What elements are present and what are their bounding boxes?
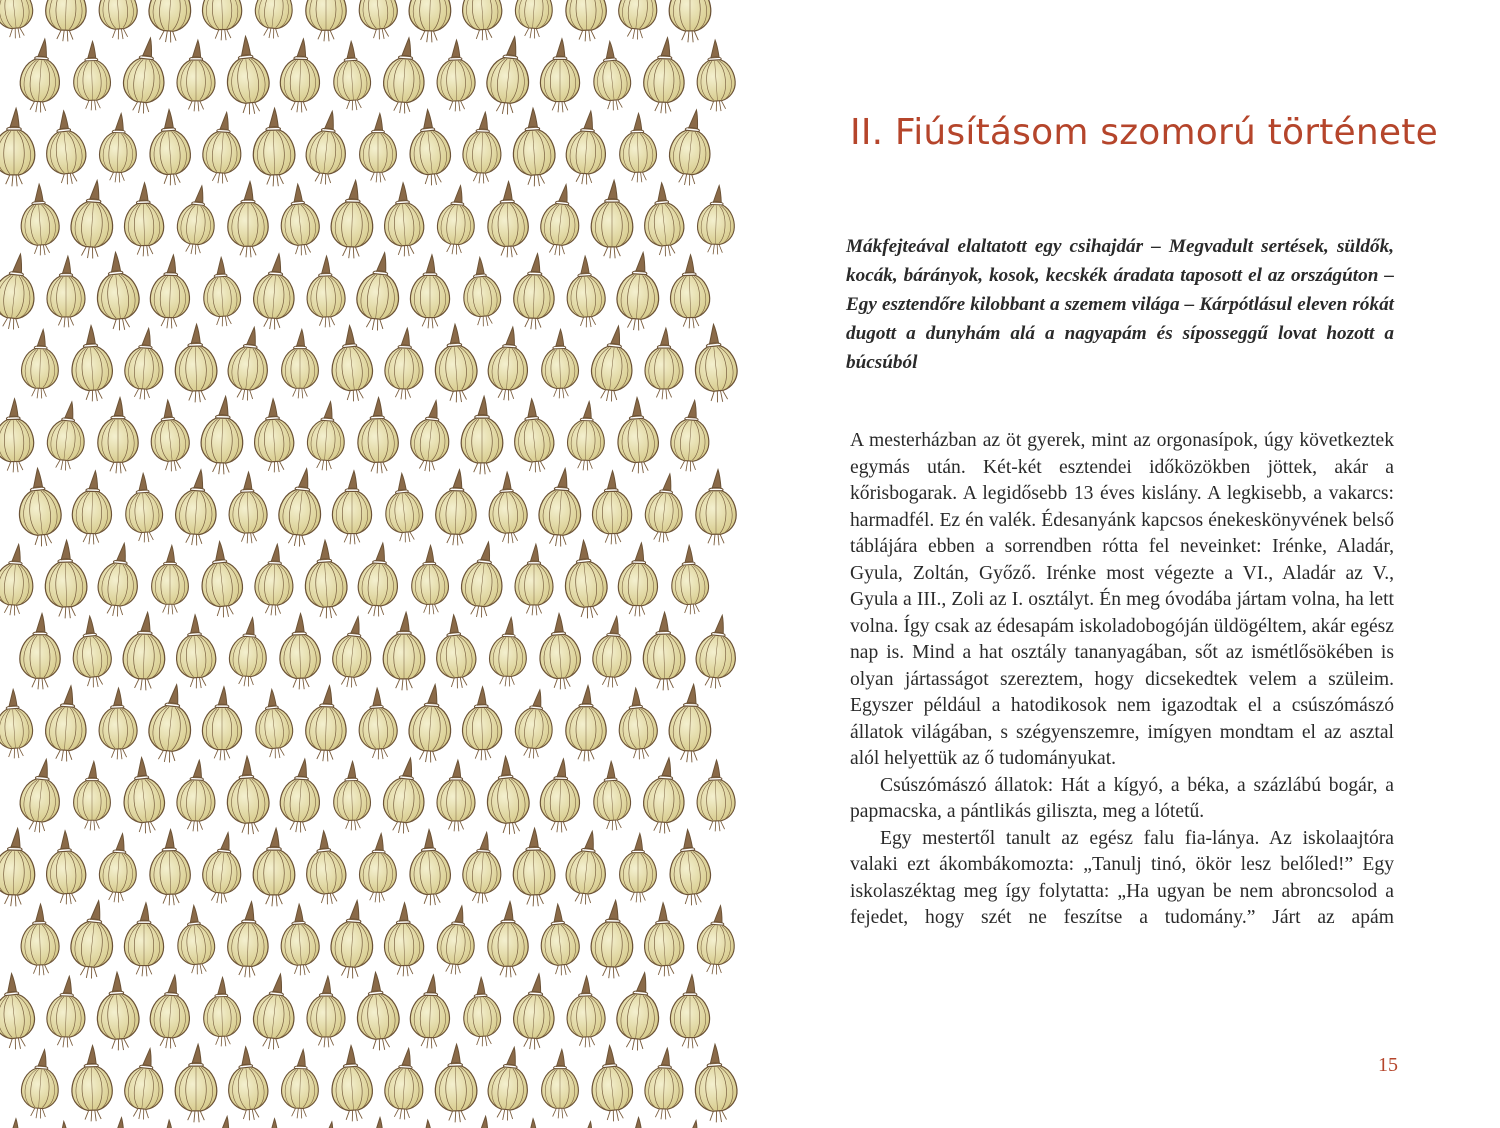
onion-bulb-icon bbox=[252, 398, 296, 474]
onion-bulb-icon bbox=[0, 0, 35, 40]
onion-bulb-icon bbox=[278, 903, 321, 977]
onion-bulb-icon bbox=[17, 757, 64, 834]
onion-bulb-icon bbox=[70, 1045, 113, 1122]
onion-bulb-icon bbox=[510, 397, 557, 474]
onion-bulb-icon bbox=[408, 398, 453, 473]
onion-bulb-icon bbox=[327, 324, 375, 404]
onion-bulb-icon bbox=[69, 614, 114, 689]
onion-bulb-icon bbox=[354, 250, 404, 332]
onion-bulb-icon bbox=[0, 108, 35, 186]
onion-bulb-icon bbox=[669, 399, 712, 473]
onion-bulb-icon bbox=[590, 900, 634, 979]
onion-bulb-icon bbox=[380, 756, 428, 836]
onion-bulb-icon bbox=[670, 975, 709, 1048]
onion-bulb-icon bbox=[588, 324, 636, 404]
onion-bulb-icon bbox=[669, 254, 711, 329]
onion-bulb-icon bbox=[174, 904, 218, 976]
onion-bulb-icon bbox=[200, 830, 245, 905]
onion-bulb-icon bbox=[147, 398, 192, 473]
onion-bulb-icon bbox=[252, 252, 298, 330]
onion-bulb-icon bbox=[152, 545, 189, 614]
onion-bulb-icon bbox=[147, 0, 194, 44]
onion-bulb-icon bbox=[485, 1045, 532, 1122]
onion-bulb-icon bbox=[356, 397, 399, 474]
onion-bulb-icon bbox=[665, 828, 713, 908]
onion-bulb-icon bbox=[0, 1119, 34, 1128]
onion-bulb-icon bbox=[643, 472, 687, 544]
onion-bulb-icon bbox=[514, 0, 556, 40]
onion-bulb-icon bbox=[512, 972, 558, 1050]
onion-bulb-icon bbox=[148, 1119, 191, 1128]
paragraph: Egy mestertől tanult az egész falu fia-lánya. Az iskolaajtóra valaki ezt ákombákomozta: „Tanulj tinó, ökör lesz belőled!” Egy iskolaszéktag meg így folytatta: „Ha ugyan be nem abroncsolod a fejedet, hogy szét ne feszítse a tudomány.” Járt az apám bbox=[850, 827, 1394, 928]
onion-bulb-icon bbox=[510, 107, 557, 188]
onion-bulb-icon bbox=[567, 401, 606, 471]
onion-bulb-icon bbox=[615, 251, 662, 332]
onion-bulb-icon bbox=[0, 252, 39, 332]
onion-bulb-icon bbox=[513, 253, 556, 330]
onion-bulb-icon bbox=[250, 972, 298, 1052]
onion-bulb-icon bbox=[44, 540, 88, 619]
onion-bulb-icon bbox=[306, 255, 346, 328]
onion-bulb-icon bbox=[98, 832, 140, 903]
onion-bulb-icon bbox=[98, 687, 138, 760]
onion-bulb-icon bbox=[0, 398, 35, 473]
onion-bulb-icon bbox=[696, 904, 738, 975]
onion-bulb-icon bbox=[225, 325, 272, 402]
onion-bulb-icon bbox=[223, 34, 273, 116]
onion-bulb-icon bbox=[614, 970, 664, 1052]
onion-bulb-icon bbox=[640, 181, 687, 258]
onion-bulb-icon bbox=[44, 830, 88, 906]
onion-bulb-icon bbox=[305, 1120, 349, 1128]
onion-bulb-icon bbox=[44, 684, 90, 762]
chapter-title: II. Fiúsításom szomorú története bbox=[850, 112, 1438, 153]
onion-bulb-icon bbox=[202, 977, 241, 1047]
onion-bulb-icon bbox=[306, 400, 348, 471]
onion-bulb-icon bbox=[148, 974, 192, 1050]
onion-bulb-icon bbox=[540, 329, 579, 399]
onion-bulb-icon bbox=[227, 901, 270, 978]
onion-bulb-icon bbox=[175, 1044, 217, 1122]
paragraph: A mesterházban az öt gyerek, mint az orgonasípok, úgy következtek egymás után. Két-két esztendei időközökben jöttek, akár a kőrisbogarak. A legidősebb 13 éves kislány. A legkisebb, a vakarcs: harmadfél. Ez én valék. Édesanyánk kapcsos énekeskönyvének belső táblájára ebben a sorrendben rótta fel neveinket: Irénke, Aladár, Gyula, Zoltán, Győző. Irénke most végezte a VI., Aladár az V., Gyula a III., Zoli az I. osztályt. Én meg óvodába jártam volna, ha lett volna. Így csak az édesapám iskoladobogóján üldögéltem, akár egész nap is. Mind a hat osztály tananyagában, sőt az ismétlősökében is olyan jártasságot szereztem, hogy dicsekedtek velem a szüleim. Egyszer például a hatodikosok nem igazodtak el a csúszómászó állatok világában, s szégyenszemre, imígyen mondtam el az asztal alól helyettük az ő tudományukat. bbox=[850, 430, 1394, 769]
onion-bulb-icon bbox=[20, 614, 60, 690]
onion-bulb-icon bbox=[356, 687, 399, 761]
onion-bulb-icon bbox=[94, 971, 141, 1052]
onion-bulb-icon bbox=[405, 108, 453, 188]
onion-bulb-icon bbox=[254, 543, 294, 616]
onion-bulb-icon bbox=[566, 975, 606, 1048]
right-page-text bbox=[750, 0, 1500, 1128]
onion-bulb-icon bbox=[332, 471, 371, 545]
onion-bulb-icon bbox=[563, 829, 610, 906]
onion-bulb-icon bbox=[696, 470, 736, 546]
onion-bulb-icon bbox=[432, 323, 479, 404]
onion-bulb-icon bbox=[512, 1118, 556, 1128]
onion-bulb-icon bbox=[617, 542, 659, 617]
onion-bulb-icon bbox=[0, 688, 34, 759]
onion-bulb-icon bbox=[483, 754, 533, 836]
onion-bulb-icon bbox=[512, 828, 556, 907]
onion-bulb-icon bbox=[20, 1048, 62, 1119]
onion-bulb-icon bbox=[202, 687, 241, 761]
onion-bulb-icon bbox=[302, 539, 349, 620]
onion-bulb-icon bbox=[437, 760, 475, 831]
onion-bulb-icon bbox=[253, 828, 295, 906]
onion-bulb-icon bbox=[331, 40, 373, 111]
onion-bulb-icon bbox=[119, 756, 167, 836]
onion-bulb-icon bbox=[71, 470, 113, 545]
onion-bulb-icon bbox=[458, 540, 506, 620]
onion-bulb-icon bbox=[666, 108, 714, 188]
chapter-summary: Mákfejteával elaltatott egy csihajdár – Megvadult sertések, süldők, kocák, bárányok, kosok, kecskék áradata taposott el az országúton – Egy esztendőre kilobbant a szemem világa – Kárpótlásul eleven rókát dugott a dunyhám alá a nagyapám és síposseggű lovat hozott a búcsúból bbox=[846, 236, 1394, 373]
onion-bulb-icon bbox=[642, 612, 686, 691]
onion-bulb-icon bbox=[200, 396, 244, 475]
onion-bulb-icon bbox=[358, 1118, 398, 1128]
onion-bulb-icon bbox=[591, 615, 634, 689]
onion-bulb-icon bbox=[691, 322, 741, 404]
onion-bulb-icon bbox=[122, 612, 166, 691]
onion-bulb-icon bbox=[409, 974, 451, 1049]
onion-bulb-icon bbox=[484, 34, 534, 116]
onion-bulb-icon bbox=[307, 976, 345, 1047]
onion-bulb-icon bbox=[276, 466, 326, 548]
onion-bulb-icon bbox=[486, 326, 530, 402]
onion-bulb-icon bbox=[564, 255, 607, 329]
onion-bulb-icon bbox=[252, 688, 296, 760]
onion-bulb-icon bbox=[460, 256, 504, 328]
onion-bulb-icon bbox=[278, 613, 321, 690]
onion-bulb-icon bbox=[97, 1117, 140, 1128]
onion-bulb-icon bbox=[329, 1044, 375, 1122]
onion-bulb-icon bbox=[148, 829, 191, 906]
onion-bulb-icon bbox=[72, 41, 111, 111]
onion-bulb-icon bbox=[645, 328, 683, 399]
onion-bulb-icon bbox=[21, 329, 60, 399]
onion-bulb-icon bbox=[436, 184, 478, 255]
onion-bulb-icon bbox=[669, 0, 711, 42]
onion-bulb-icon bbox=[564, 0, 607, 42]
onion-bulb-icon bbox=[694, 39, 737, 113]
onion-bulb-icon bbox=[44, 1120, 88, 1128]
onion-bulb-icon bbox=[383, 902, 425, 977]
onion-bulb-icon bbox=[95, 541, 142, 618]
onion-bulb-icon bbox=[147, 108, 193, 186]
onion-bulb-icon bbox=[410, 255, 449, 329]
onion-bulb-icon bbox=[47, 256, 85, 327]
onion-bulb-icon bbox=[124, 903, 163, 977]
onion-bulb-icon bbox=[383, 612, 425, 690]
onion-bulb-icon bbox=[68, 898, 118, 980]
onion-bulb-icon bbox=[407, 828, 453, 906]
onion-bulb-icon bbox=[591, 470, 633, 545]
onion-bulb-icon bbox=[360, 113, 397, 182]
onion-bulb-icon bbox=[642, 756, 688, 834]
onion-bulb-icon bbox=[96, 0, 139, 41]
onion-bulb-icon bbox=[42, 109, 89, 186]
onion-bulb-icon bbox=[93, 250, 143, 332]
onion-bulb-icon bbox=[692, 1043, 739, 1124]
onion-bulb-icon bbox=[564, 110, 608, 186]
onion-bulb-icon bbox=[278, 758, 322, 834]
onion-bulb-icon bbox=[486, 181, 529, 258]
onion-bulb-icon bbox=[590, 40, 634, 112]
onion-bulb-icon bbox=[697, 185, 736, 255]
onion-bulb-icon bbox=[45, 0, 88, 42]
onion-bulb-icon bbox=[69, 324, 115, 402]
onion-bulb-icon bbox=[461, 831, 504, 905]
onion-bulb-icon bbox=[382, 36, 428, 114]
onion-bulb-icon bbox=[435, 904, 479, 976]
onion-bulb-icon bbox=[616, 0, 661, 41]
onion-bulb-icon bbox=[99, 113, 138, 183]
onion-bulb-icon bbox=[407, 1118, 452, 1128]
onion-bulb-icon bbox=[45, 400, 89, 472]
onion-bulb-icon bbox=[460, 0, 504, 42]
onion-bulb-icon bbox=[591, 760, 633, 831]
onion-bulb-icon bbox=[20, 903, 60, 976]
onion-bulb-icon bbox=[253, 1118, 295, 1128]
onion-bulb-icon bbox=[281, 1049, 320, 1119]
onion-bulb-icon bbox=[461, 686, 503, 761]
onion-bulb-icon bbox=[382, 472, 426, 544]
onion-bulb-icon bbox=[432, 613, 479, 690]
onion-bulb-icon bbox=[174, 468, 220, 546]
onion-bulb-icon bbox=[175, 184, 219, 256]
body-text bbox=[850, 428, 1394, 932]
onion-bulb-icon bbox=[462, 111, 502, 184]
onion-bulb-icon bbox=[382, 182, 426, 258]
onion-bulb-icon bbox=[201, 256, 243, 327]
onion-bulb-icon bbox=[540, 39, 579, 113]
onion-bulb-icon bbox=[15, 466, 65, 548]
paragraph: Csúszómászó állatok: Hát a kígyó, a béka, a százlábú bogár, a papmacska, a pántlikás giliszta, meg a lótetű. bbox=[850, 774, 1394, 822]
onion-bulb-icon bbox=[18, 183, 61, 257]
onion-bulb-icon bbox=[356, 542, 400, 618]
onion-bulb-icon bbox=[489, 617, 528, 687]
onion-bulb-icon bbox=[408, 0, 452, 43]
onion-bulb-icon bbox=[98, 398, 138, 474]
onion-bulb-icon bbox=[436, 39, 476, 112]
onion-bulb-icon bbox=[306, 0, 346, 41]
onion-bulb-icon bbox=[122, 1046, 167, 1121]
onion-bulb-icon bbox=[18, 38, 62, 114]
onion-bulb-icon bbox=[279, 38, 321, 113]
onion-bulb-icon bbox=[253, 0, 297, 40]
onion-bulb-icon bbox=[197, 540, 245, 620]
onion-bulb-icon bbox=[615, 396, 661, 474]
onion-bulb-icon bbox=[620, 833, 657, 902]
onion-bulb-icon bbox=[303, 109, 350, 186]
onion-bulb-icon bbox=[123, 472, 165, 543]
onion-bulb-icon bbox=[537, 902, 582, 977]
onion-bulb-icon bbox=[228, 471, 268, 544]
onion-bulb-icon bbox=[355, 0, 400, 41]
onion-bulb-icon bbox=[359, 833, 398, 903]
onion-bulb-icon bbox=[434, 1044, 478, 1123]
onion-bulb-icon bbox=[696, 759, 736, 832]
onion-bulb-icon bbox=[615, 686, 660, 761]
onion-bulb-icon bbox=[618, 113, 657, 183]
onion-bulb-icon bbox=[0, 543, 36, 617]
onion-bulb-icon bbox=[282, 329, 319, 398]
onion-bulb-icon bbox=[123, 327, 166, 401]
onion-bulb-icon bbox=[201, 0, 243, 41]
onion-bulb-icon bbox=[149, 254, 191, 329]
page-number: 15 bbox=[1378, 1054, 1398, 1076]
onion-bulb-icon bbox=[693, 613, 740, 690]
onion-bulb-icon bbox=[538, 182, 583, 257]
onion-bulb-icon bbox=[174, 324, 218, 403]
onion-bulb-icon bbox=[0, 972, 38, 1052]
onion-bulb-icon bbox=[513, 688, 557, 760]
onion-bulb-icon bbox=[228, 182, 268, 258]
onion-bulb-icon bbox=[642, 902, 686, 978]
onion-bulb-icon bbox=[146, 682, 196, 764]
onion-bulb-icon bbox=[384, 327, 424, 400]
onion-bulb-icon bbox=[515, 544, 553, 615]
onion-bulb-icon bbox=[224, 1045, 271, 1122]
onion-bulb-icon bbox=[201, 111, 244, 185]
onion-bulb-icon bbox=[228, 616, 270, 687]
onion-bulb-icon bbox=[330, 614, 375, 689]
onion-bulb-icon bbox=[69, 179, 116, 260]
onion-bulb-icon bbox=[669, 544, 711, 615]
onion-bulb-icon bbox=[174, 614, 218, 690]
onion-bulb-icon bbox=[460, 1116, 504, 1128]
onion-bulb-icon bbox=[383, 1047, 426, 1121]
onion-bulb-icon bbox=[123, 182, 165, 257]
onion-bulb-icon bbox=[176, 759, 216, 832]
onion-bulb-icon bbox=[537, 467, 584, 548]
onion-bulb-icon bbox=[668, 684, 712, 763]
onion-bulb-icon bbox=[537, 612, 583, 690]
onion-bulb-icon bbox=[542, 1049, 579, 1118]
onion-bulb-icon bbox=[252, 108, 296, 187]
onion-bulb-icon bbox=[74, 761, 111, 830]
onion-bulb-icon bbox=[0, 828, 36, 907]
onion-bulb-icon bbox=[488, 902, 528, 978]
onion-bulb-icon bbox=[668, 1118, 713, 1128]
onion-bulb-icon bbox=[461, 396, 503, 474]
onion-bulb-icon bbox=[224, 755, 271, 836]
onion-bulb-icon bbox=[539, 758, 581, 833]
onion-bulb-icon bbox=[305, 685, 348, 762]
onion-bulb-icon bbox=[302, 829, 349, 906]
onion-bulb-icon bbox=[435, 469, 478, 546]
onion-bulb-icon bbox=[587, 1044, 635, 1124]
onion-bulb-icon bbox=[486, 471, 529, 545]
onion-bulb-icon bbox=[461, 976, 503, 1047]
onion-bulb-icon bbox=[329, 899, 376, 980]
onion-bulb-icon bbox=[353, 970, 403, 1052]
onion-bulb-icon bbox=[407, 683, 454, 764]
onion-bulb-icon bbox=[410, 545, 449, 615]
onion-bulb-icon bbox=[591, 180, 633, 258]
onion-bulb-icon bbox=[277, 182, 322, 257]
onion-bulb-icon bbox=[561, 538, 611, 620]
onion-bulb-icon bbox=[177, 40, 215, 111]
onion-bulb-icon bbox=[643, 37, 686, 114]
onion-bulb-icon bbox=[616, 1117, 659, 1128]
onion-bulb-icon bbox=[566, 686, 606, 762]
onion-bulb-icon bbox=[332, 761, 371, 831]
onion-bulb-icon bbox=[120, 36, 168, 116]
onion-bulb-icon bbox=[566, 1120, 608, 1128]
onion-bulb-icon bbox=[199, 1115, 246, 1128]
onion-bulb-icon bbox=[330, 180, 374, 259]
onion-bulb-icon bbox=[644, 1047, 684, 1120]
onion-bulb-icon bbox=[46, 975, 86, 1048]
